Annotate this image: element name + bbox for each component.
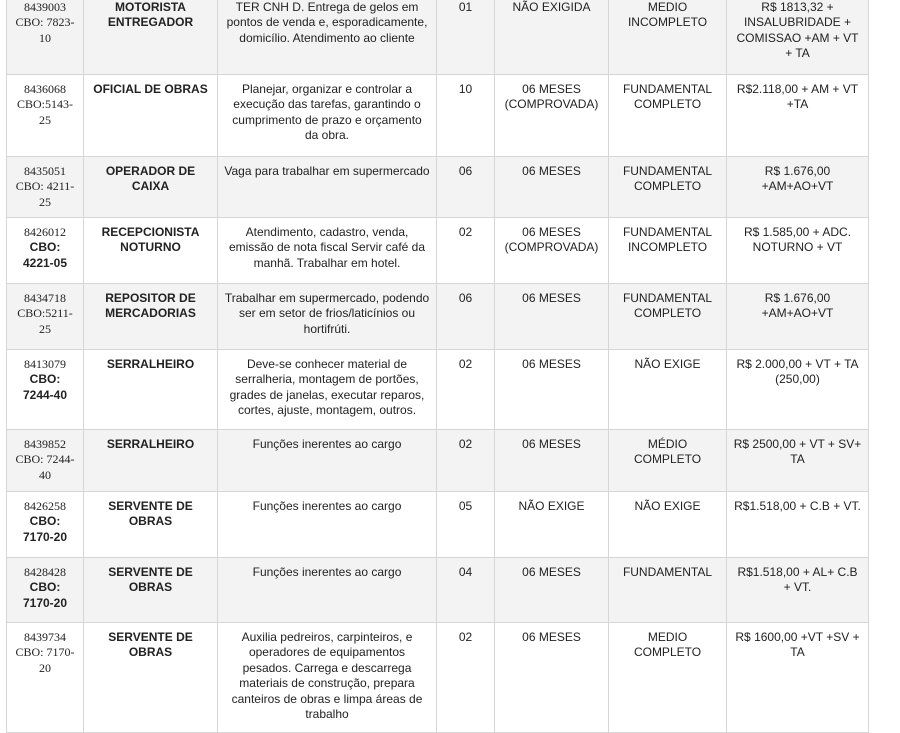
- table-row: [7, 350, 869, 430]
- salary-benefits: R$1.518,00 + AL+ C.B + VT.: [727, 558, 869, 623]
- job-code: 8426012: [24, 225, 66, 239]
- table-row: [7, 284, 869, 350]
- job-code-cell: [7, 157, 84, 218]
- job-code: 8439734: [24, 630, 66, 644]
- job-description: Funções inerentes ao cargo: [218, 430, 437, 492]
- job-code-cell: [7, 430, 84, 492]
- education-required: MEDIO INCOMPLETO: [609, 0, 727, 75]
- education-required: FUNDAMENTAL: [609, 558, 727, 623]
- job-title: SERRALHEIRO: [84, 430, 218, 492]
- experience-required: 06 MESES: [495, 350, 609, 430]
- vacancies-count: 05: [437, 492, 495, 558]
- education-required: NÃO EXIGE: [609, 350, 727, 430]
- job-vacancies-table: [6, 0, 869, 733]
- vacancies-count: 04: [437, 558, 495, 623]
- experience-required: 06 MESES: [495, 558, 609, 623]
- experience-required: 06 MESES: [495, 284, 609, 350]
- table-row: [7, 623, 869, 733]
- experience-required: 06 MESES: [495, 157, 609, 218]
- cbo-code: CBO: 7244-40: [22, 372, 68, 402]
- vacancies-count: 02: [437, 623, 495, 733]
- cbo-code: CBO: 7170-20: [15, 645, 75, 675]
- experience-required: NÃO EXIGE: [495, 492, 609, 558]
- education-required: FUNDAMENTAL COMPLETO: [609, 157, 727, 218]
- job-code: 8436068: [24, 82, 66, 96]
- job-code-cell: [7, 218, 84, 284]
- education-required: FUNDAMENTAL INCOMPLETO: [609, 218, 727, 284]
- education-required: FUNDAMENTAL COMPLETO: [609, 284, 727, 350]
- cbo-code: CBO:5211-25: [17, 306, 73, 336]
- education-required: FUNDAMENTAL COMPLETO: [609, 75, 727, 157]
- job-title: OPERADOR DE CAIXA: [84, 157, 218, 218]
- education-required: NÃO EXIGE: [609, 492, 727, 558]
- job-code-cell: [7, 623, 84, 733]
- education-required: MÉDIO COMPLETO: [609, 430, 727, 492]
- cbo-code: CBO: 7823-10: [15, 15, 75, 45]
- job-title: OFICIAL DE OBRAS: [84, 75, 218, 157]
- job-title: MOTORISTA ENTREGADOR: [84, 0, 218, 75]
- vacancies-count: 02: [437, 430, 495, 492]
- vacancies-count: 06: [437, 157, 495, 218]
- job-code: 8435051: [24, 164, 66, 178]
- salary-benefits: R$ 1.676,00 +AM+AO+VT: [727, 157, 869, 218]
- cbo-code: CBO: 7170-20: [22, 514, 68, 544]
- job-code: 8426258: [24, 499, 66, 513]
- table-row: [7, 75, 869, 157]
- table-row: [7, 218, 869, 284]
- cbo-code: CBO: 4211-25: [15, 179, 75, 209]
- experience-required: NÃO EXIGIDA: [495, 0, 609, 75]
- job-description: Funções inerentes ao cargo: [218, 492, 437, 558]
- cbo-code: CBO: 7170-20: [22, 580, 68, 610]
- job-description: Trabalhar em supermercado, podendo ser em setor de frios/laticínios ou hortifrúti.: [218, 284, 437, 350]
- job-code-cell: [7, 350, 84, 430]
- experience-required: 06 MESES: [495, 430, 609, 492]
- education-required: MEDIO COMPLETO: [609, 623, 727, 733]
- salary-benefits: R$ 1.676,00 +AM+AO+VT: [727, 284, 869, 350]
- vacancies-count: 01: [437, 0, 495, 75]
- job-title: SERVENTE DE OBRAS: [84, 623, 218, 733]
- job-code: 8439852: [24, 437, 66, 451]
- job-description: Atendimento, cadastro, venda, emissão de nota fiscal Servir café da manhã. Trabalhar em hotel.: [218, 218, 437, 284]
- job-title: SERVENTE DE OBRAS: [84, 558, 218, 623]
- cbo-code: CBO:5143-25: [16, 97, 73, 127]
- job-title: RECEPCIONISTA NOTURNO: [84, 218, 218, 284]
- job-title: SERVENTE DE OBRAS: [84, 492, 218, 558]
- vacancies-count: 02: [437, 218, 495, 284]
- table-row: [7, 0, 869, 75]
- table-row: [7, 157, 869, 218]
- table-row: [7, 492, 869, 558]
- vacancies-count: 10: [437, 75, 495, 157]
- cbo-code: CBO: 7244-40: [15, 452, 75, 482]
- job-code-cell: [7, 75, 84, 157]
- job-description: Planejar, organizar e controlar a execução das tarefas, garantindo o cumprimento de prazo e orçamento da obra.: [218, 75, 437, 157]
- job-code: 8439003: [24, 0, 66, 14]
- salary-benefits: R$ 2.000,00 + VT + TA (250,00): [727, 350, 869, 430]
- job-description: Vaga para trabalhar em supermercado: [218, 157, 437, 218]
- salary-benefits: R$ 2500,00 + VT + SV+ TA: [727, 430, 869, 492]
- table-row: [7, 430, 869, 492]
- experience-required: 06 MESES (COMPROVADA): [495, 75, 609, 157]
- job-description: TER CNH D. Entrega de gelos em pontos de venda e, esporadicamente, domicílio. Atendimento ao cliente: [218, 0, 437, 75]
- table-row: [7, 558, 869, 623]
- job-title: SERRALHEIRO: [84, 350, 218, 430]
- experience-required: 06 MESES: [495, 623, 609, 733]
- cbo-code: CBO: 4221-05: [22, 240, 68, 270]
- job-description: Funções inerentes ao cargo: [218, 558, 437, 623]
- job-code-cell: [7, 558, 84, 623]
- job-code-cell: [7, 284, 84, 350]
- salary-benefits: R$ 1600,00 +VT +SV + TA: [727, 623, 869, 733]
- salary-benefits: R$2.118,00 + AM + VT +TA: [727, 75, 869, 157]
- job-code: 8434718: [24, 291, 66, 305]
- experience-required: 06 MESES (COMPROVADA): [495, 218, 609, 284]
- salary-benefits: R$1.518,00 + C.B + VT.: [727, 492, 869, 558]
- job-title: REPOSITOR DE MERCADORIAS: [84, 284, 218, 350]
- job-code-cell: [7, 0, 84, 75]
- vacancies-count: 02: [437, 350, 495, 430]
- salary-benefits: R$ 1813,32 + INSALUBRIDADE + COMISSAO +AM + VT + TA: [727, 0, 869, 75]
- job-description: Auxilia pedreiros, carpinteiros, e operadores de equipamentos pesados. Carrega e descarrega materiais de construção, prepara canteiros de obras e limpa áreas de trabalho: [218, 623, 437, 733]
- job-code: 8428428: [24, 565, 66, 579]
- job-code: 8413079: [24, 357, 66, 371]
- salary-benefits: R$ 1.585,00 + ADC. NOTURNO + VT: [727, 218, 869, 284]
- vacancies-count: 06: [437, 284, 495, 350]
- job-code-cell: [7, 492, 84, 558]
- job-description: Deve-se conhecer material de serralheria, montagem de portões, grades de janelas, executar reparos, cortes, ajuste, montagem, outros.: [218, 350, 437, 430]
